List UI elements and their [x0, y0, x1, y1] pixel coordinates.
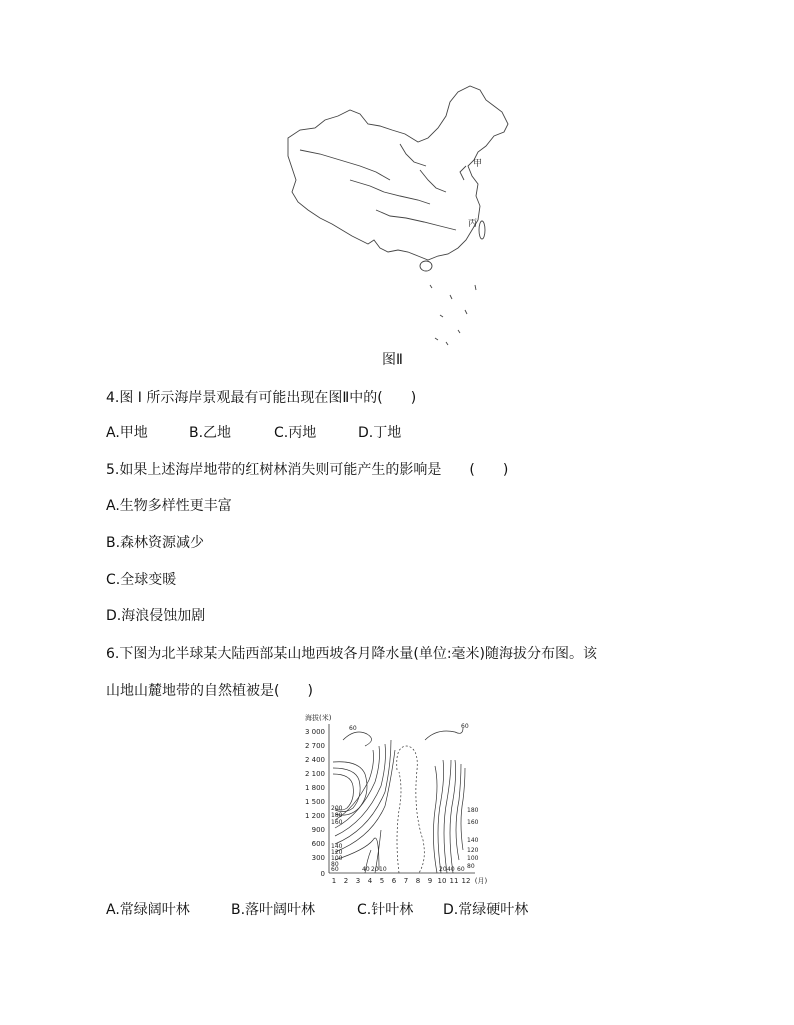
q4-option-c: C.丙地 [274, 425, 317, 441]
x-tick: 3 [355, 877, 361, 885]
contour-label: 100 [331, 855, 343, 862]
y-tick: 1 500 [304, 798, 325, 806]
contour-label: 140 [331, 843, 343, 850]
y-tick: 2 100 [304, 770, 325, 778]
contour-label: 180 [331, 812, 343, 819]
contour-label: 60 [331, 866, 339, 873]
x-tick: 12 [461, 877, 471, 885]
x-tick: 4 [367, 877, 373, 885]
x-tick: 10 [437, 877, 447, 885]
contour-label: 20 [371, 866, 379, 873]
y-tick: 1 800 [304, 784, 325, 792]
china-outline-map [280, 80, 520, 350]
q6-option-c: C.针叶林 [357, 902, 414, 918]
q6-stem-line2: 山地山麓地带的自然植被是( ) [106, 683, 313, 699]
contour-label: 160 [467, 819, 479, 826]
contour-label: 60 [349, 725, 357, 732]
q5-option-c: C.全球变暖 [106, 572, 177, 588]
x-unit: (月) [474, 877, 488, 885]
q5-option-b: B.森林资源减少 [106, 535, 205, 551]
q5-stem: 5.如果上述海岸地带的红树林消失则可能产生的影响是 ( ) [106, 462, 509, 478]
contour-label: 40 [447, 866, 455, 873]
contour-label: 60 [461, 723, 469, 730]
precipitation-contour-chart [295, 710, 505, 890]
y-tick: 2 700 [304, 742, 325, 750]
y-tick: 2 400 [304, 756, 325, 764]
contour-label: 20 [439, 866, 447, 873]
x-tick: 2 [343, 877, 349, 885]
x-tick: 6 [391, 877, 397, 885]
label-bing: 丙 [468, 219, 478, 229]
y-tick: 1 200 [304, 812, 325, 820]
contour-label: 180 [467, 807, 479, 814]
contour-label: 200 [331, 805, 343, 812]
contour-label: 60 [457, 866, 465, 873]
contour-label: 100 [467, 855, 479, 862]
label-jia: 甲 [473, 159, 483, 169]
q6-option-d: D.常绿硬叶林 [443, 902, 529, 918]
q6-option-b: B.落叶阔叶林 [231, 902, 316, 918]
contour-label: 80 [331, 861, 339, 868]
x-tick: 9 [427, 877, 433, 885]
y-tick: 300 [311, 854, 325, 862]
contour-label: 120 [331, 849, 343, 856]
map-caption: 图Ⅱ [382, 352, 403, 368]
q4-stem: 4.图 I 所示海岸景观最有可能出现在图Ⅱ中的( ) [106, 390, 417, 406]
q5-option-a: A.生物多样性更丰富 [106, 498, 232, 514]
contour-label: 40 [362, 866, 370, 873]
y-tick: 0 [320, 870, 325, 878]
x-tick: 7 [403, 877, 409, 885]
x-tick: 5 [379, 877, 385, 885]
q4-option-b: B.乙地 [189, 425, 232, 441]
contour-label: 10 [379, 866, 387, 873]
contour-label: 80 [467, 863, 475, 870]
q5-option-d: D.海浪侵蚀加剧 [106, 608, 206, 624]
x-tick: 8 [415, 877, 421, 885]
q4-option-a: A.甲地 [106, 425, 148, 441]
x-tick: 11 [449, 877, 459, 885]
x-tick: 1 [331, 877, 337, 885]
y-tick: 900 [311, 826, 325, 834]
q6-option-a: A.常绿阔叶林 [106, 902, 190, 918]
q6-stem-line1: 6.下图为北半球某大陆西部某山地西坡各月降水量(单位:毫米)随海拔分布图。该 [106, 646, 597, 662]
contour-label: 120 [467, 847, 479, 854]
y-axis-title: 海拔(米) [305, 714, 332, 722]
q4-option-d: D.丁地 [358, 425, 402, 441]
contour-label: 160 [331, 819, 343, 826]
contour-label: 140 [467, 837, 479, 844]
y-tick: 600 [311, 840, 325, 848]
y-tick: 3 000 [304, 728, 325, 736]
